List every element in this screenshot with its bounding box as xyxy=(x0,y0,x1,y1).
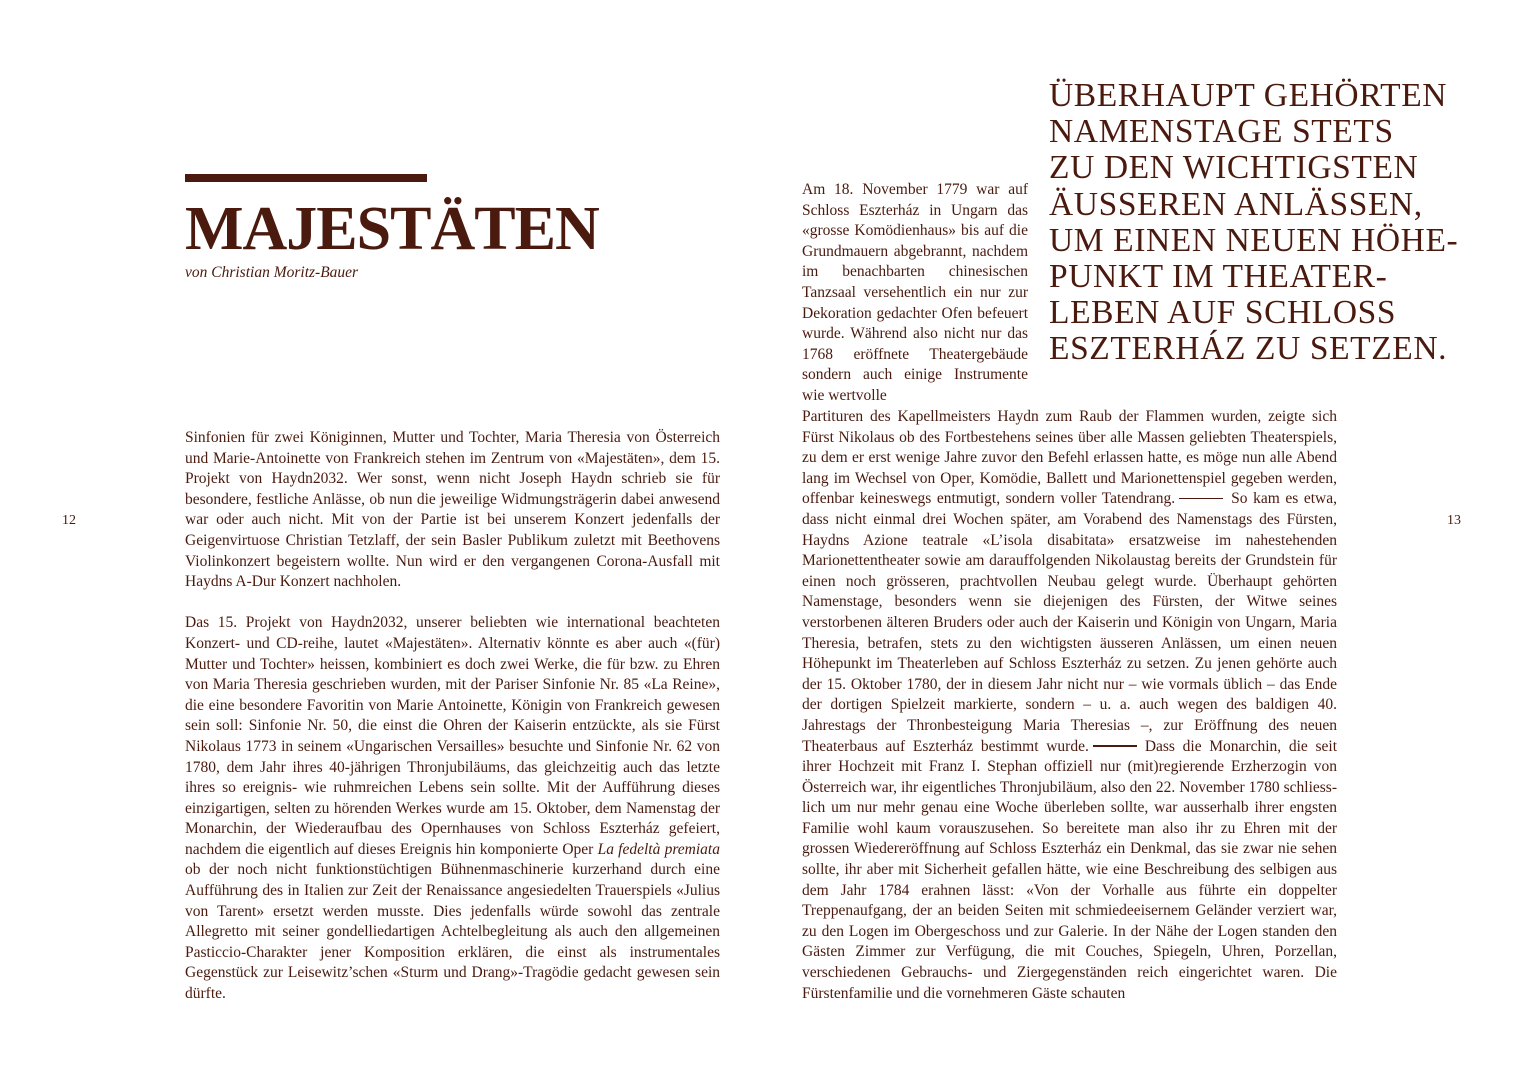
paragraph-intro: Sinfonien für zwei Königinnen, Mutter und Tochter, Maria Theresia von Österreich und Marie-Antoinette von Frankreich stehen im Zentrum von «Majestäten», dem 15. Projekt von Haydn2032. Wer sonst, wenn nicht Joseph Haydn schrieb sie für besondere, festliche Anlässe, ob nun die jeweilige Widmungsträgerin dabei anwesend war oder auch nicht. Mit von der Partie ist bei unserem Konzert jedenfalls der Geigenvirtuose Christian Tetzlaff, der sein Basler Publikum zuletzt mit Beethovens Violinkonzert begeistern wollte. Nun wird er den vergangenen Corona-Ausfall mit Haydns A-Dur Konzert nachholen. xyxy=(185,429,720,591)
pull-quote-line: PUNKT IM THEATER- xyxy=(1049,258,1388,296)
left-text-column xyxy=(185,428,720,1005)
pull-quote-line: ÄUSSEREN ANLÄSSEN, xyxy=(1049,185,1423,223)
paragraph-project-text: Das 15. Projekt von Haydn2032, unserer beliebten wie international beachteten Konzert- und CD-reihe, lautet «Majestäten». Alternativ könnte es aber auch «(für) Mutter und Tochter» heissen, kombiniert es doch zwei Werke, die für bzw. zu Ehren von Maria Theresia geschrieben wurden, mit der Pariser Sinfonie Nr. 85 «La Reine», die eine besondere Favoritin von Marie Antoinette, Königin von Frankreich gewesen sein soll: Sinfonie Nr. 50, die einst die Ohren der Kaiserin entzückte, als sie Fürst Nikolaus 1773 in seinem «Ungarischen Versailles» besuchte und Sinfonie Nr. 62 von 1780, dem Jahr ihres 40-jährigen Thronjubiläums, das gleichzeitig auch das letzte ihres so ereignis- wie ruhmreichen Lebens sein sollte. Mit der Aufführung dieses einzigartigen, selten zu hörenden Werkes wurde am 15. Oktober, dem Namenstag der Monarchin, der Wiederaufbau des Opernhauses von Schloss Eszterház gefeiert, nachdem die eigentlich auf dieses Ereignis hin komponierte Oper xyxy=(185,614,720,858)
pull-quote-line: ÜBERHAUPT GEHÖRTEN xyxy=(1049,77,1448,114)
paragraph-project xyxy=(185,613,720,1004)
paragraph-theatre-text: Partituren des Kapellmeisters Haydn zum Raub der Flammen wurden, zeigte sich Fürst Nikolaus ob des Fortbestehens seines über alle Massen geliebten Theaterspiels, zu dem er erst wenige Jahre zuvor den Befehl erlassen hatte, es möge nun alle Abend lang im Wechsel von Oper, Komödie, Ballett und Marionettenspiel gegeben werden, offenbar keineswegs entmutigt, sondern voller Tatendrang. xyxy=(802,408,1337,508)
pull-quote-line: ESZTERHÁZ ZU SETZEN. xyxy=(1049,330,1448,368)
pull-quote-line: UM EINEN NEUEN HÖHE- xyxy=(1049,221,1459,259)
opera-title: La fedeltà premiata xyxy=(597,840,720,858)
title-rule xyxy=(185,174,427,182)
paragraph-theatre xyxy=(802,407,1337,1004)
paragraph-project-continued: ob der noch nicht funktionstüchtigen Bühnenmaschinerie kurzerhand durch eine Aufführung des in Italien zur Zeit der Renaissance angesiedelten Trauerspiels «Julius von Tarent» ersetzt werden musste. Dies jedenfalls würde sowohl das zentrale Allegretto mit seiner gondelliedartigen Achtelbegleitung als auch den allgemeinen Pasticcio-Charakter jener Komposition erklären, die einst als instrumentales Gegenstück zur Leisewitz’schen «Sturm und Drang»-Tragödie gedacht gewesen sein dürfte. xyxy=(185,861,720,1003)
article-title: MAJESTÄTEN xyxy=(185,195,599,263)
paragraph-fire: Am 18. November 1779 war auf Schloss Eszterház in Ungarn das «grosse Komödienhaus» bis auf die Grundmauern abgebrannt, nachdem im benachbarten chinesischen Tanzsaal versehentlich ein nur zur Dekoration gedachter Ofen befeuert wurde. Während also nicht nur das 1768 eröffnete Theatergebäude sondern auch einige Instrumente wie wertvolle xyxy=(802,181,1028,404)
pull-quote-line: NAMENSTAGE STETS xyxy=(1049,113,1394,151)
pull-quote-line: LEBEN AUF SCHLOSS xyxy=(1049,294,1397,332)
pull-quote-line: ZU DEN WICHTIGSTEN xyxy=(1049,149,1419,187)
page-number-right: 13 xyxy=(1447,513,1461,528)
right-narrow-column xyxy=(802,180,1028,407)
section-dash xyxy=(1093,745,1137,747)
page-number-left: 12 xyxy=(62,513,76,528)
right-wide-column xyxy=(802,407,1337,1004)
paragraph-monarch-text: Dass die Monarchin, die seit ihrer Hochzeit mit Franz I. Stephan offiziell nur (mit)regierende Erzherzogin von Österreich war, ihr eigentliches Thronjubiläum, also den 22. November 1780 schliesslich um nur mehr genau eine Woche überleben sollte, war ausserhalb ihrer engsten Familie wohl kaum vorauszusehen. So bereitete man also ihr zu Ehren mit der grossen Wiedereröffnung auf Schloss Eszterház ein Denkmal, das sie zwar nie sehen sollte, ihr aber mit Sicherheit gefallen hätte, wie eine Beschreibung des selbigen aus dem Jahr 1784 erahnen lässt: «Von der Vorhalle aus führte ein doppelter Treppenaufgang, der an beiden Seiten mit schmiedeeisernem Geländer verziert war, zu den Logen im Obergeschoss und zur Galerie. In der Nähe der Logen standen den Gästen Zimmer zur Verfügung, die mit Couches, Spiegeln, Uhren, Porzellan, verschiedenen Gebrauchs- und Ziergegenständen reich eingerichtet waren. Die Fürstenfamilie und die vornehmeren Gäste schauten xyxy=(802,737,1337,1002)
pull-quote xyxy=(1049,78,1489,368)
section-dash xyxy=(1179,498,1223,500)
paragraph-namestage-text: So kam es etwa, dass nicht einmal drei Wochen später, am Vorabend des Namenstags des Fürsten, Haydns Azione teatrale «L’isola disabitata» ersatzweise im nahestehenden Marionettentheater sowie am darauffolgenden Nikolaustag bereits der Grundstein für einen noch grösseren, prachtvollen Neubau gelegt wurde. Überhaupt gehörten Namenstage, besonders wenn sie diejenigen des Fürsten, der Witwe seines verstorbenen älteren Bruders oder auch der Kaiserin und Königin von Ungarn, Maria Theresia, betrafen, stets zu den wichtigsten äusseren Anlässen, um einen neuen Höhepunkt im Theaterleben auf Schloss Eszterház zu setzen. Zu jenen gehörte auch der 15. Oktober 1780, der in diesem Jahr nicht nur – wie vormals üblich – das Ende der dortigen Spielzeit markierte, sondern – u. a. auch wegen des baldigen 40. Jahrestags der Thronbesteigung Maria Theresias –, zur Eröffnung des neuen Theaterbaus auf Eszterház bestimmt wurde. xyxy=(802,490,1337,755)
article-author: von Christian Moritz-Bauer xyxy=(185,264,359,281)
